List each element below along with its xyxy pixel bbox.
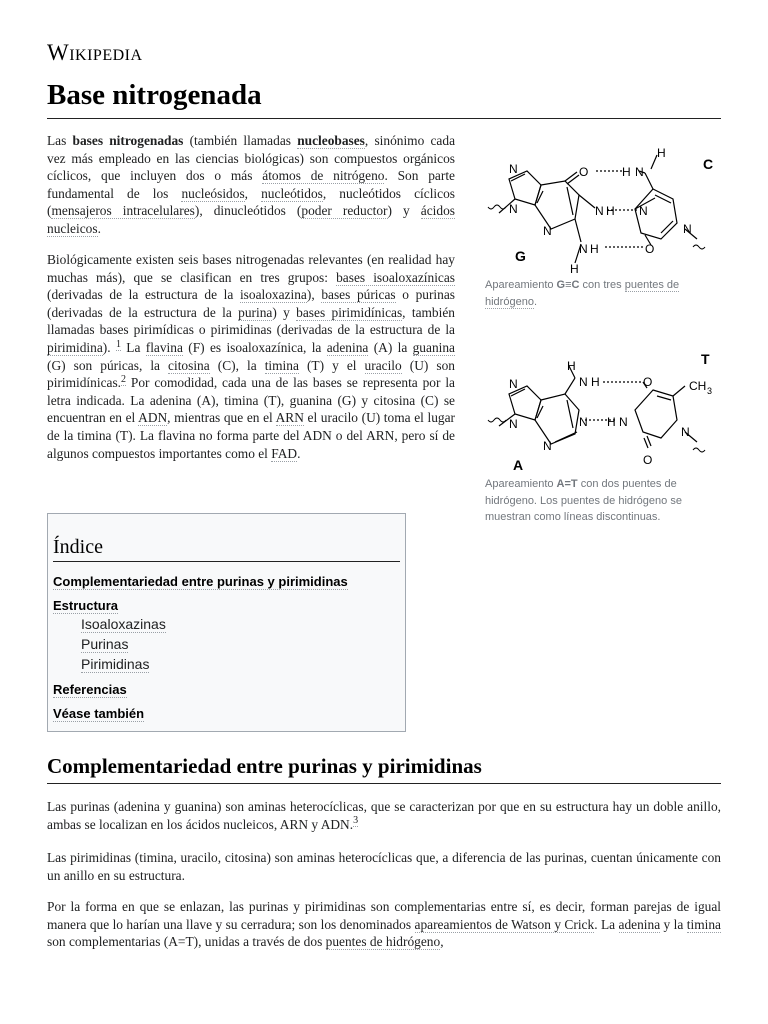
svg-text:N: N xyxy=(683,222,692,236)
toc-item-referencias[interactable]: Referencias xyxy=(53,682,127,697)
ref-1[interactable]: 1 xyxy=(115,338,121,350)
label-c: C xyxy=(703,156,714,172)
svg-text:H: H xyxy=(657,146,666,160)
svg-text:N: N xyxy=(543,439,552,453)
link-guanina[interactable]: guanina xyxy=(412,339,455,355)
label-g: G xyxy=(515,248,526,264)
svg-text:N: N xyxy=(509,377,518,391)
link-adenina[interactable]: adenina xyxy=(326,339,369,355)
svg-text:3: 3 xyxy=(707,386,713,396)
intro-paragraph-1: Las bases nitrogenadas (también llamadas nucleobases, sinónimo cada vez más empleado en las ciencias biológicas) son compuestos orgánicos cíclicos, que incluyen dos o más átomos de nitrógeno. Son parte fundamental de los nucleósidos, nucleótidos, nucleótidos cíclicos (mensajeros intracelulares), dinucleótidos (poder reductor) y ácidos nucleicos. xyxy=(47,133,456,236)
svg-text:O: O xyxy=(643,375,653,389)
svg-text:N: N xyxy=(509,162,518,176)
ref-2[interactable]: 2 xyxy=(121,373,127,385)
svg-text:N: N xyxy=(579,415,588,429)
link-pirimidina[interactable]: pirimidina xyxy=(47,339,103,355)
page-title: Base nitrogenada xyxy=(47,77,721,119)
svg-text:H: H xyxy=(607,415,616,429)
svg-text:H: H xyxy=(591,375,600,389)
link-fad[interactable]: FAD xyxy=(271,445,298,461)
link-adenina-2[interactable]: adenina xyxy=(618,916,661,932)
svg-text:O: O xyxy=(645,242,655,256)
svg-text:O: O xyxy=(579,165,589,179)
svg-text:N: N xyxy=(595,204,604,218)
svg-text:N: N xyxy=(509,202,518,216)
toc-item-vease-tambien[interactable]: Véase también xyxy=(53,706,145,721)
ref-3[interactable]: 3 xyxy=(353,815,359,827)
bold-term: bases nitrogenadas xyxy=(72,133,184,148)
link-flavina[interactable]: flavina xyxy=(145,339,183,355)
link-arn[interactable]: ARN xyxy=(275,410,304,426)
link-timina-2[interactable]: timina xyxy=(686,916,721,932)
link-adn[interactable]: ADN xyxy=(138,410,168,426)
section-paragraph-1: Las purinas (adenina y guanina) son aminas heterocíclicas, que se caracterizan por que en su estructura hay un doble anillo, ambas se localizan en los ácidos nucleicos, ARN y ADN.$^3$ xyxy=(47,799,721,832)
link-nucleotidos[interactable]: nucleótidos xyxy=(261,185,323,201)
svg-text:N: N xyxy=(543,224,552,238)
at-pair-diagram[interactable] xyxy=(485,348,725,474)
svg-text:CH: CH xyxy=(689,379,707,393)
link-bases-isoaloxazinicas[interactable]: bases isoaloxazínicas xyxy=(336,269,456,285)
toc-item-estructura[interactable]: Estructura xyxy=(53,598,119,613)
svg-text:H: H xyxy=(567,359,576,373)
svg-text:N: N xyxy=(681,425,690,439)
link-acidos-nucleicos[interactable]: ácidos nucleicos xyxy=(47,203,455,236)
link-puentes-hidrogeno[interactable]: puentes de hidrógeno xyxy=(325,934,441,950)
label-a: A xyxy=(513,457,524,473)
svg-text:O: O xyxy=(643,453,653,467)
svg-text:N: N xyxy=(635,165,644,179)
link-uracilo[interactable]: uracilo xyxy=(364,357,402,373)
section-heading-complementariedad: Complementariedad entre purinas y pirimidinas xyxy=(47,753,721,784)
section-paragraph-2: Las pirimidinas (timina, uracilo, citosina) son aminas heterocíclicas que, a diferencia de las purinas, cuentan únicamente con un anillo en su estructura. xyxy=(47,850,721,883)
toc-item-isoaloxazinas[interactable]: Isoaloxazinas xyxy=(81,616,166,632)
figure-at-caption: Apareamiento A=T con dos puentes de hidrógeno. Los puentes de hidrógeno se muestran como líneas discontinuas. xyxy=(485,478,682,523)
caption-link-puentes[interactable]: puentes de hidrógeno xyxy=(485,279,680,308)
toc-title: Índice xyxy=(53,536,400,562)
svg-text:H: H xyxy=(570,262,579,275)
svg-text:N: N xyxy=(579,242,588,256)
table-of-contents xyxy=(47,513,406,732)
toc-item-purinas[interactable]: Purinas xyxy=(81,636,129,652)
svg-text:H: H xyxy=(606,204,615,218)
svg-text:N: N xyxy=(639,204,648,218)
link-bases-pirimidinicas[interactable]: bases pirimidínicas xyxy=(296,304,403,320)
figure-gc-pairing xyxy=(485,143,725,310)
link-isoaloxazina[interactable]: isoaloxazina xyxy=(239,287,307,303)
link-timina[interactable]: timina xyxy=(264,357,299,373)
link-purina[interactable]: purina xyxy=(238,304,273,320)
figure-at-pairing xyxy=(485,348,725,526)
link-nucleosidos[interactable]: nucleósidos xyxy=(181,185,245,201)
link-atomos-nitrogeno[interactable]: átomos de nitrógeno xyxy=(262,168,385,184)
figure-gc-caption: Apareamiento G≡C con tres puentes de hidrógeno. xyxy=(485,279,680,308)
link-watson-crick[interactable]: apareamientos de Watson y Crick xyxy=(414,916,595,932)
intro-paragraph-2: Biológicamente existen seis bases nitrogenadas relevantes (en realidad hay muchas más), que se clasifican en tres grupos: bases isoaloxazínicas (derivadas de la estructura de la isoaloxazina), bases púricas o purinas (derivadas de la estructura de la purina) y bases pirimidínicas, también llamadas bases pirimídicas o pirimidinas (derivadas de la estructura de la pirimidina). $^1$ La flavina (F) es isoaloxazínica, la adenina (A) la guanina (G) son púricas, la citosina (C), la timina (T) y el uracilo (U) son pirimidínicas.$^2$ Por comodidad, cada una de las bases se representa por la letra indicada. La adenina (A), timina (T), guanina (G) y citosina (C) se encuentran en el ADN, mientras que en el ARN el uracilo (U) toma el lugar de la timina (T). La flavina no forma parte del ADN o del ARN, pero sí de algunos compuestos importantes como el FAD. xyxy=(47,252,456,461)
svg-text:N: N xyxy=(509,417,518,431)
link-mensajeros[interactable]: mensajeros intracelulares xyxy=(51,203,195,219)
gc-pair-diagram[interactable] xyxy=(485,143,725,275)
link-citosina[interactable]: citosina xyxy=(168,357,210,373)
svg-text:H: H xyxy=(590,242,599,256)
link-poder-reductor[interactable]: poder reductor xyxy=(301,203,388,219)
label-t: T xyxy=(701,351,710,367)
svg-text:N: N xyxy=(619,415,628,429)
link-nucleobases[interactable]: nucleobases xyxy=(297,133,365,148)
svg-text:N: N xyxy=(579,375,588,389)
svg-text:H: H xyxy=(622,165,631,179)
wikipedia-wordmark[interactable]: Wikipedia xyxy=(47,40,143,65)
section-paragraph-3: Por la forma en que se enlazan, las purinas y pirimidinas son complementarias entre sí, es decir, forman parejas de igual manera que lo harían una llave y su cerradura; son los denominados apareamientos de Watson y Crick. La adenina y la timina son complementarias (A=T), unidas a través de dos puentes de hidrógeno, xyxy=(47,899,721,950)
link-bases-puricas[interactable]: bases púricas xyxy=(321,287,396,303)
toc-item-complementariedad[interactable]: Complementariedad entre purinas y pirimidinas xyxy=(53,574,348,589)
toc-item-pirimidinas[interactable]: Pirimidinas xyxy=(81,656,150,672)
